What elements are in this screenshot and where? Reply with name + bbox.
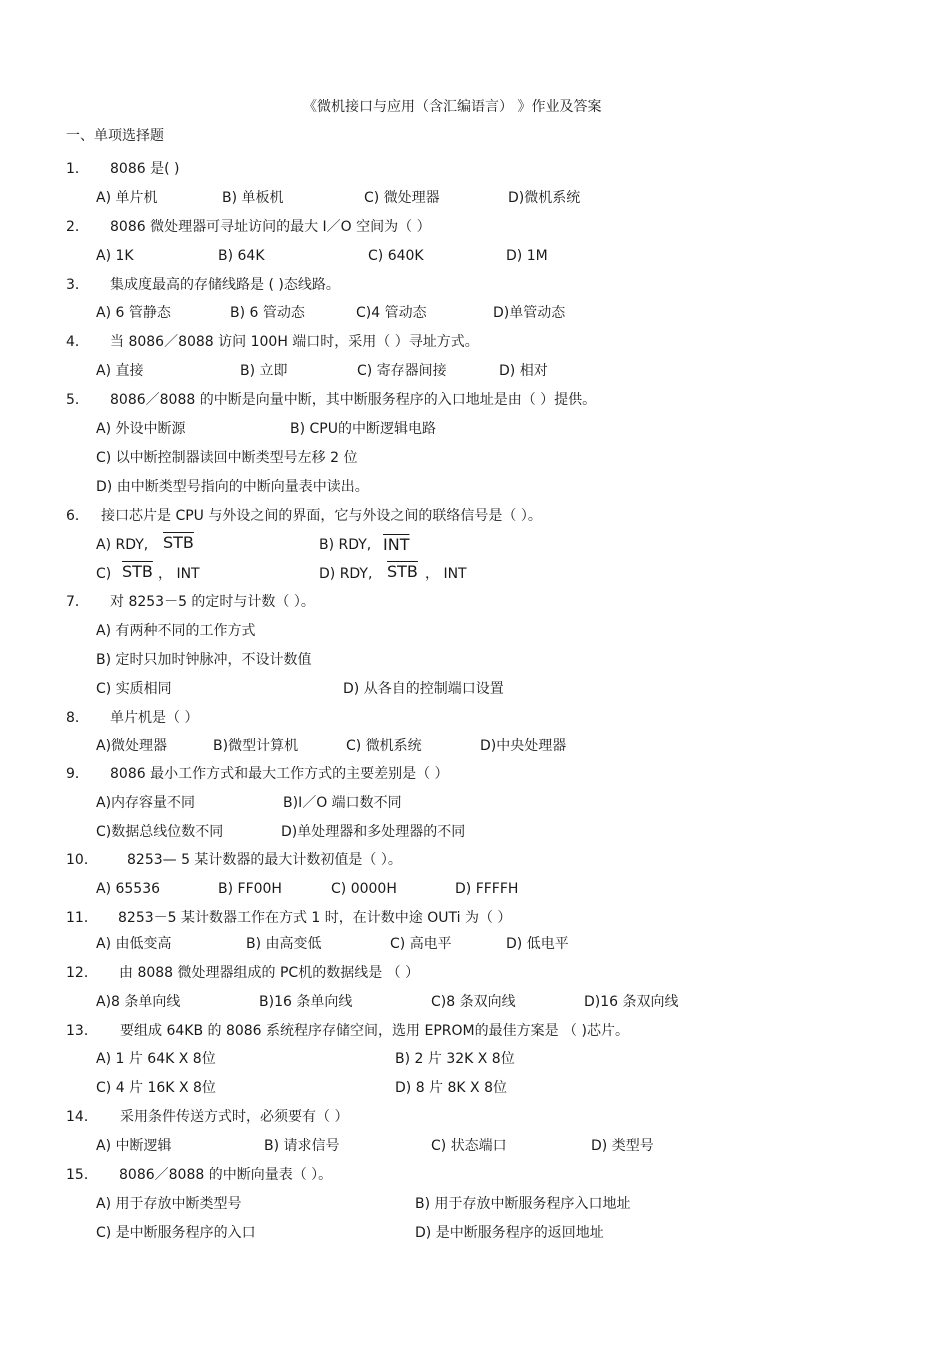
option-text: C) 状态端口 — [431, 1138, 507, 1154]
option-text: C) 微处理器 — [364, 190, 440, 206]
option-text: D)单管动态 — [493, 305, 566, 321]
question-number: 7． — [66, 594, 89, 610]
option-text: A) 65536 — [96, 881, 161, 897]
question-stem: 8086 是( ) — [110, 161, 180, 177]
overlined-signal: $\overline{STB}$ — [163, 533, 194, 552]
option-text: D) 低电平 — [506, 936, 569, 952]
option-text: C) 微机系统 — [346, 738, 422, 754]
option-text: D) 1M — [506, 248, 548, 264]
question-stem: 单片机是（ ） — [110, 710, 199, 726]
option-text: A) 外设中断源 — [96, 421, 186, 437]
overlined-signal: $\overline{STB}$ — [387, 562, 418, 581]
question-stem: 8086 微处理器可寻址访问的最大 I／O 空间为（ ） — [110, 219, 431, 235]
option-text: B) 6 管动态 — [230, 305, 305, 321]
option-text: C) 实质相同 — [96, 681, 172, 697]
option-text: C)8 条双向线 — [431, 994, 516, 1010]
option-text: B) 单板机 — [222, 190, 284, 206]
option-text: B) RDY, — [319, 537, 372, 553]
option-text: D) 是中断服务程序的返回地址 — [415, 1225, 604, 1241]
question-stem: 当 8086／8088 访问 100H 端口时，采用（ ）寻址方式。 — [110, 334, 479, 350]
question-number: 12． — [66, 965, 98, 981]
option-text: C)4 管动态 — [356, 305, 427, 321]
question-number: 4． — [66, 334, 89, 350]
option-text: ， INT — [158, 566, 200, 582]
option-text: C) 寄存器间接 — [357, 363, 447, 379]
question-stem: 8253— 5 某计数器的最大计数初值是（ ）。 — [127, 852, 402, 868]
option-text: D)中央处理器 — [480, 738, 567, 754]
question-number: 9． — [66, 766, 89, 782]
question-stem: 对 8253－5 的定时与计数（ ）。 — [110, 594, 315, 610]
question-stem: 8253－5 某计数器工作在方式 1 时，在计数中途 OUTi 为（ ） — [118, 910, 512, 926]
option-text: D)单处理器和多处理器的不同 — [281, 824, 466, 840]
option-text: C) 以中断控制器读回中断类型号左移 2 位 — [96, 450, 358, 466]
question-number: 5． — [66, 392, 89, 408]
question-stem: 采用条件传送方式时，必须要有（ ） — [120, 1109, 349, 1125]
option-text: D) 由中断类型号指向的中断向量表中读出。 — [96, 479, 369, 495]
overlined-signal: $\overline{INT}$ — [383, 535, 410, 554]
option-text: A)内存容量不同 — [96, 795, 196, 811]
option-text: D) 相对 — [499, 363, 548, 379]
option-text: B) FF00H — [218, 881, 282, 897]
option-text: ， INT — [425, 566, 467, 582]
option-text: A) 中断逻辑 — [96, 1138, 172, 1154]
option-text: C) — [96, 566, 112, 582]
question-number: 1． — [66, 161, 89, 177]
option-text: B)微型计算机 — [213, 738, 299, 754]
question-stem: 集成度最高的存储线路是 ( )态线路。 — [110, 277, 340, 293]
question-stem: 接口芯片是 CPU 与外设之间的界面，它与外设之间的联络信号是（ ）。 — [101, 508, 542, 524]
option-text: A) 由低变高 — [96, 936, 172, 952]
option-text: B) 请求信号 — [264, 1138, 340, 1154]
question-number: 6． — [66, 508, 89, 524]
option-text: D)微机系统 — [508, 190, 581, 206]
option-text: B) 64K — [218, 248, 265, 264]
question-stem: 8086 最小工作方式和最大工作方式的主要差别是（ ） — [110, 766, 449, 782]
option-text: A)8 条单向线 — [96, 994, 181, 1010]
option-text: C)数据总线位数不同 — [96, 824, 224, 840]
question-number: 3． — [66, 277, 89, 293]
option-text: A) 1 片 64K X 8位 — [96, 1051, 216, 1067]
question-number: 11． — [66, 910, 98, 926]
option-text: C) 是中断服务程序的入口 — [96, 1225, 256, 1241]
question-stem: 由 8088 微处理器组成的 PC机的数据线是 （ ） — [119, 965, 420, 981]
section-heading: 一、单项选择题 — [66, 128, 164, 144]
question-stem: 8086／8088 的中断是向量中断，其中断服务程序的入口地址是由（ ）提供。 — [110, 392, 597, 408]
question-stem: 要组成 64KB 的 8086 系统程序存储空间，选用 EPROM的最佳方案是 （ )芯片。 — [120, 1023, 629, 1039]
option-text: A) RDY, — [96, 537, 149, 553]
option-text: C) 高电平 — [390, 936, 452, 952]
option-text: B) 2 片 32K X 8位 — [395, 1051, 515, 1067]
option-text: A) 1K — [96, 248, 134, 264]
question-number: 2． — [66, 219, 89, 235]
option-text: C) 640K — [368, 248, 424, 264]
option-text: B)I／O 端口数不同 — [283, 795, 402, 811]
option-text: B)16 条单向线 — [259, 994, 353, 1010]
document-title: 《微机接口与应用（含汇编语言） 》作业及答案 — [303, 99, 602, 115]
option-text: C) 4 片 16K X 8位 — [96, 1080, 216, 1096]
option-text: D) FFFFH — [455, 881, 519, 897]
option-text: B) 立即 — [240, 363, 288, 379]
question-stem: 8086／8088 的中断向量表（ ）。 — [119, 1167, 333, 1183]
option-text: B) CPU的中断逻辑电路 — [290, 421, 436, 437]
question-number: 15． — [66, 1167, 98, 1183]
option-text: A) 用于存放中断类型号 — [96, 1196, 242, 1212]
option-text: D)16 条双向线 — [584, 994, 679, 1010]
option-text: D) 从各自的控制端口设置 — [343, 681, 504, 697]
option-text: A) 单片机 — [96, 190, 158, 206]
question-number: 10． — [66, 852, 98, 868]
question-number: 8． — [66, 710, 89, 726]
option-text: B) 用于存放中断服务程序入口地址 — [415, 1196, 631, 1212]
question-number: 14． — [66, 1109, 98, 1125]
option-text: A) 有两种不同的工作方式 — [96, 623, 256, 639]
option-text: B) 定时只加时钟脉冲，不设计数值 — [96, 652, 312, 668]
option-text: D) 类型号 — [591, 1138, 654, 1154]
question-number: 13． — [66, 1023, 98, 1039]
option-text: D) 8 片 8K X 8位 — [395, 1080, 507, 1096]
option-text: A)微处理器 — [96, 738, 168, 754]
overlined-signal: $\overline{STB}$ — [122, 562, 153, 581]
option-text: A) 6 管静态 — [96, 305, 171, 321]
option-text: C) 0000H — [331, 881, 397, 897]
option-text: B) 由高变低 — [246, 936, 322, 952]
option-text: D) RDY, — [319, 566, 373, 582]
option-text: A) 直接 — [96, 363, 144, 379]
